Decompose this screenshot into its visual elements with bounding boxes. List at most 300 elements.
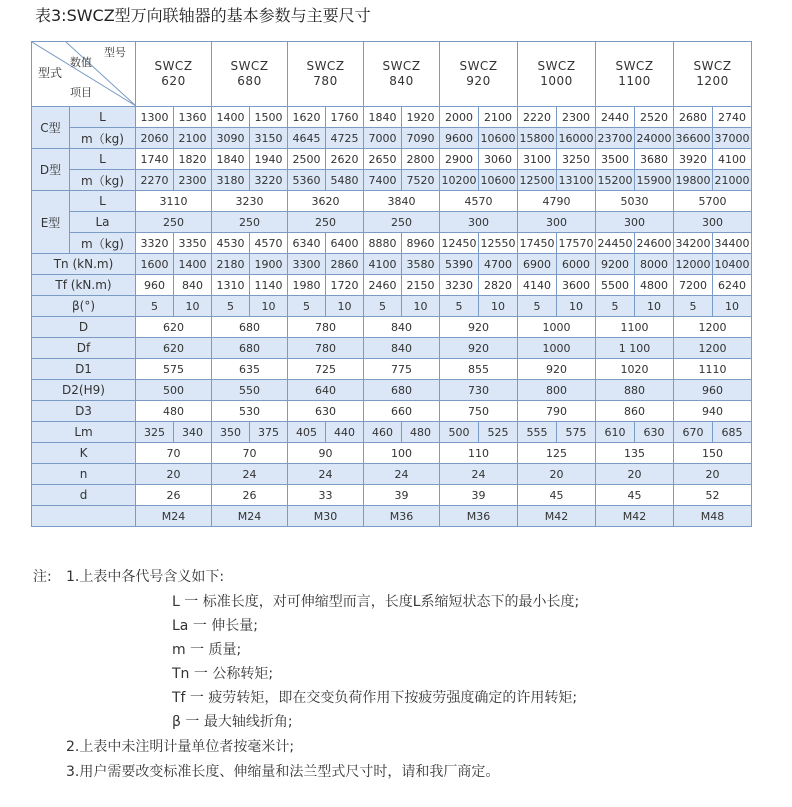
table-cell: 640 (288, 380, 364, 401)
row-label (32, 506, 136, 527)
table-cell: 1820 (174, 149, 212, 170)
corner-value-label: 数值 (70, 56, 92, 69)
table-cell: 10600 (479, 170, 518, 191)
table-cell: 52 (674, 485, 752, 506)
table-cell: 440 (326, 422, 364, 443)
note-1: 1.上表中各代号含义如下: (66, 569, 225, 585)
model-size: 1200 (696, 74, 729, 88)
table-cell: 125 (518, 443, 596, 464)
row-label: β(°) (32, 296, 136, 317)
table-cell: 4100 (713, 149, 752, 170)
table-cell: 1920 (402, 107, 440, 128)
table-cell: 3600 (557, 275, 596, 296)
table-cell: 8960 (402, 233, 440, 254)
table-cell: 500 (136, 380, 212, 401)
table-row (32, 443, 752, 464)
table-cell: 2000 (440, 107, 479, 128)
table-cell: 630 (288, 401, 364, 422)
table-cell: 6000 (557, 254, 596, 275)
table-cell: 4570 (250, 233, 288, 254)
table-cell: 2440 (596, 107, 635, 128)
def-La: La 一 伸长量; (172, 618, 258, 634)
table-cell: 5360 (288, 170, 326, 191)
corner-item-label: 项目 (70, 86, 92, 99)
model-size: 840 (389, 74, 414, 88)
table-row (32, 359, 752, 380)
table-row (32, 107, 752, 128)
table-cell: 1940 (250, 149, 288, 170)
table-cell: 1400 (212, 107, 250, 128)
table-cell: 5 (136, 296, 174, 317)
table-cell: 405 (288, 422, 326, 443)
table-cell: 10200 (440, 170, 479, 191)
model-header (288, 42, 364, 107)
table-cell: 790 (518, 401, 596, 422)
model-size: 1000 (540, 74, 573, 88)
table-cell: 780 (288, 317, 364, 338)
table-cell: 2270 (136, 170, 174, 191)
table-cell: 1360 (174, 107, 212, 128)
table-cell: 4530 (212, 233, 250, 254)
table-cell: 1 100 (596, 338, 674, 359)
table-cell: 3090 (212, 128, 250, 149)
table-cell: 780 (288, 338, 364, 359)
table-cell: 680 (364, 380, 440, 401)
table-cell: 375 (250, 422, 288, 443)
table-cell: 10 (713, 296, 752, 317)
table-cell: 670 (674, 422, 713, 443)
table-cell: M24 (136, 506, 212, 527)
table-cell: 5 (364, 296, 402, 317)
table-cell: 4725 (326, 128, 364, 149)
table-cell: M48 (674, 506, 752, 527)
table-cell: 1200 (674, 338, 752, 359)
table-cell: 620 (136, 317, 212, 338)
table-cell: 20 (674, 464, 752, 485)
table-row (32, 317, 752, 338)
table-cell: 3580 (402, 254, 440, 275)
table-cell: 1400 (174, 254, 212, 275)
table-cell: 3150 (250, 128, 288, 149)
table-cell: 13100 (557, 170, 596, 191)
table-cell: 680 (212, 338, 288, 359)
table-cell: 300 (596, 212, 674, 233)
table-cell: 24450 (596, 233, 635, 254)
table-cell: 37000 (713, 128, 752, 149)
model-header (596, 42, 674, 107)
table-cell: 7200 (674, 275, 713, 296)
table-cell: 840 (174, 275, 212, 296)
row-group-label: E型 (32, 191, 70, 254)
table-cell: 1840 (212, 149, 250, 170)
model-name: SWCZ (382, 59, 421, 73)
def-beta: β 一 最大轴线折角; (172, 714, 293, 730)
table-cell: 340 (174, 422, 212, 443)
table-cell: 5 (288, 296, 326, 317)
table-cell: 1840 (364, 107, 402, 128)
table-cell: 15200 (596, 170, 635, 191)
table-cell: 3920 (674, 149, 713, 170)
table-cell: 300 (674, 212, 752, 233)
table-cell: 100 (364, 443, 440, 464)
table-cell: 2180 (212, 254, 250, 275)
table-cell: 3840 (364, 191, 440, 212)
page-title: 表3:SWCZ型万向联轴器的基本参数与主要尺寸 (35, 6, 371, 25)
table-cell: 5 (518, 296, 557, 317)
table-cell: 2820 (479, 275, 518, 296)
table-cell: 2100 (479, 107, 518, 128)
table-cell: 10600 (479, 128, 518, 149)
table-cell: 1000 (518, 338, 596, 359)
table-cell: M42 (596, 506, 674, 527)
table-cell: 960 (136, 275, 174, 296)
table-row (32, 128, 752, 149)
table-cell: M30 (288, 506, 364, 527)
model-header (518, 42, 596, 107)
model-header (212, 42, 288, 107)
table-cell: 1900 (250, 254, 288, 275)
table-row (32, 401, 752, 422)
table-cell: 250 (136, 212, 212, 233)
corner-type-label: 型式 (38, 66, 63, 80)
table-cell: 5 (440, 296, 479, 317)
table-cell: M42 (518, 506, 596, 527)
table-cell: 10 (402, 296, 440, 317)
spec-table (31, 41, 752, 527)
table-cell: 555 (518, 422, 557, 443)
table-cell: 24 (364, 464, 440, 485)
table-row (32, 149, 752, 170)
table-cell: 3300 (288, 254, 326, 275)
table-cell: 7520 (402, 170, 440, 191)
table-cell: 1740 (136, 149, 174, 170)
table-cell: 10 (326, 296, 364, 317)
table-cell: 7400 (364, 170, 402, 191)
table-cell: 550 (212, 380, 288, 401)
table-cell: 23700 (596, 128, 635, 149)
table-cell: 17450 (518, 233, 557, 254)
table-cell: 21000 (713, 170, 752, 191)
row-label: K (32, 443, 136, 464)
table-cell: 1600 (136, 254, 174, 275)
table-cell: 6240 (713, 275, 752, 296)
model-size: 1100 (618, 74, 651, 88)
table-cell: 1200 (674, 317, 752, 338)
table-cell: 300 (518, 212, 596, 233)
table-cell: 3110 (136, 191, 212, 212)
table-cell: 6340 (288, 233, 326, 254)
model-size: 620 (161, 74, 186, 88)
model-name: SWCZ (306, 59, 345, 73)
table-cell: 26 (136, 485, 212, 506)
table-cell: 940 (674, 401, 752, 422)
table-cell: 24 (440, 464, 518, 485)
table-cell: 10 (635, 296, 674, 317)
table-cell: 5 (212, 296, 250, 317)
table-cell: 70 (212, 443, 288, 464)
table-cell: 15900 (635, 170, 674, 191)
note-3: 3.用户需要改变标准长度、伸缩量和法兰型式尺寸时，请和我厂商定。 (66, 764, 500, 780)
table-cell: 855 (440, 359, 518, 380)
table-row (32, 422, 752, 443)
table-cell: 16000 (557, 128, 596, 149)
table-cell: 20 (518, 464, 596, 485)
notes-prefix: 注: (33, 569, 52, 585)
row-label: Tn (kN.m) (32, 254, 136, 275)
table-cell: 500 (440, 422, 479, 443)
model-header (364, 42, 440, 107)
table-cell: 460 (364, 422, 402, 443)
table-cell: 2060 (136, 128, 174, 149)
table-cell: 250 (288, 212, 364, 233)
table-cell: 860 (596, 401, 674, 422)
table-cell: 33 (288, 485, 364, 506)
table-cell: 10 (250, 296, 288, 317)
table-cell: 2860 (326, 254, 364, 275)
table-cell: 575 (136, 359, 212, 380)
table-cell: 880 (596, 380, 674, 401)
table-cell: 660 (364, 401, 440, 422)
table-cell: M36 (364, 506, 440, 527)
table-cell: 920 (518, 359, 596, 380)
table-cell: 4700 (479, 254, 518, 275)
def-Tf: Tf 一 疲劳转矩，即在交变负荷作用下按疲劳强度确定的许用转矩; (172, 690, 578, 706)
table-row (32, 254, 752, 275)
table-cell: M36 (440, 506, 518, 527)
table-cell: 3250 (557, 149, 596, 170)
table-cell: 1620 (288, 107, 326, 128)
table-cell: 1140 (250, 275, 288, 296)
table-row (32, 275, 752, 296)
table-row (32, 506, 752, 527)
table-cell: 750 (440, 401, 518, 422)
table-cell: 680 (212, 317, 288, 338)
table-cell: 7090 (402, 128, 440, 149)
row-label: n (32, 464, 136, 485)
model-header (136, 42, 212, 107)
table-cell: 24 (212, 464, 288, 485)
row-label: D2(H9) (32, 380, 136, 401)
table-cell: 2740 (713, 107, 752, 128)
table-cell: 20 (136, 464, 212, 485)
table-cell: 960 (674, 380, 752, 401)
table-row (32, 170, 752, 191)
table-row (32, 296, 752, 317)
table-row (32, 191, 752, 212)
table-cell: 620 (136, 338, 212, 359)
table-cell: 20 (596, 464, 674, 485)
table-cell: 5 (674, 296, 713, 317)
table-cell: 2520 (635, 107, 674, 128)
table-cell: 7000 (364, 128, 402, 149)
row-label: D1 (32, 359, 136, 380)
table-cell: 45 (518, 485, 596, 506)
row-label: La (70, 212, 136, 233)
table-cell: 5700 (674, 191, 752, 212)
def-m: m 一 质量; (172, 642, 242, 658)
model-header (440, 42, 518, 107)
table-cell: 90 (288, 443, 364, 464)
table-cell: 1310 (212, 275, 250, 296)
table-cell: 2620 (326, 149, 364, 170)
table-cell: 17570 (557, 233, 596, 254)
table-cell: 3680 (635, 149, 674, 170)
table-cell: 1020 (596, 359, 674, 380)
model-name: SWCZ (459, 59, 498, 73)
row-label: m（kg) (70, 233, 136, 254)
table-cell: 34400 (713, 233, 752, 254)
row-label: Df (32, 338, 136, 359)
table-cell: 8000 (635, 254, 674, 275)
table-cell: 4140 (518, 275, 557, 296)
def-Tn: Tn 一 公称转矩; (172, 666, 274, 682)
table-cell: 2680 (674, 107, 713, 128)
table-cell: 2300 (557, 107, 596, 128)
table-cell: 2650 (364, 149, 402, 170)
corner-model-label: 型号 (104, 46, 126, 59)
table-cell: 5390 (440, 254, 479, 275)
table-cell: 4800 (635, 275, 674, 296)
table-cell: 10 (557, 296, 596, 317)
row-label: L (70, 149, 136, 170)
table-cell: 685 (713, 422, 752, 443)
table-cell: 26 (212, 485, 288, 506)
table-cell: 2220 (518, 107, 557, 128)
table-cell: 1110 (674, 359, 752, 380)
model-header (674, 42, 752, 107)
table-cell: 2800 (402, 149, 440, 170)
table-cell: 1500 (250, 107, 288, 128)
table-cell: 12450 (440, 233, 479, 254)
table-row (32, 380, 752, 401)
row-label: m（kg) (70, 128, 136, 149)
table-cell: 12500 (518, 170, 557, 191)
row-label: D (32, 317, 136, 338)
table-cell: 610 (596, 422, 635, 443)
model-name: SWCZ (537, 59, 576, 73)
table-cell: 2500 (288, 149, 326, 170)
table-cell: 1760 (326, 107, 364, 128)
def-L: L 一 标准长度，对可伸缩型而言，长度L系缩短状态下的最小长度; (172, 594, 580, 610)
table-cell: 1300 (136, 107, 174, 128)
table-cell: 10400 (713, 254, 752, 275)
table-cell: 840 (364, 338, 440, 359)
table-row (32, 338, 752, 359)
row-label: m（kg) (70, 170, 136, 191)
table-cell: 3060 (479, 149, 518, 170)
table-cell: 840 (364, 317, 440, 338)
table-cell: 2150 (402, 275, 440, 296)
table-cell: 250 (364, 212, 440, 233)
table-cell: 10 (174, 296, 212, 317)
row-label: L (70, 191, 136, 212)
table-cell: 2300 (174, 170, 212, 191)
table-cell: 9200 (596, 254, 635, 275)
table-cell: 19800 (674, 170, 713, 191)
table-cell: 12550 (479, 233, 518, 254)
table-cell: 4790 (518, 191, 596, 212)
table-cell: 800 (518, 380, 596, 401)
table-cell: 1000 (518, 317, 596, 338)
table-cell: 1100 (596, 317, 674, 338)
table-cell: 3230 (212, 191, 288, 212)
table-cell: 630 (635, 422, 674, 443)
table-cell: 9600 (440, 128, 479, 149)
table-cell: 1980 (288, 275, 326, 296)
model-size: 920 (466, 74, 491, 88)
table-cell: 530 (212, 401, 288, 422)
table-row (32, 212, 752, 233)
table-cell: 725 (288, 359, 364, 380)
table-cell: 635 (212, 359, 288, 380)
note-2: 2.上表中未注明计量单位者按毫米计; (66, 739, 295, 755)
table-cell: M24 (212, 506, 288, 527)
row-label: Tf (kN.m) (32, 275, 136, 296)
row-label: L (70, 107, 136, 128)
table-cell: 39 (440, 485, 518, 506)
table-cell: 3180 (212, 170, 250, 191)
table-cell: 150 (674, 443, 752, 464)
model-name: SWCZ (615, 59, 654, 73)
row-group-label: C型 (32, 107, 70, 149)
table-cell: 15800 (518, 128, 557, 149)
header-corner (32, 42, 136, 107)
table-cell: 34200 (674, 233, 713, 254)
table-cell: 3350 (174, 233, 212, 254)
table-cell: 4645 (288, 128, 326, 149)
table-cell: 3620 (288, 191, 364, 212)
table-row (32, 233, 752, 254)
table-cell: 4570 (440, 191, 518, 212)
table-cell: 6400 (326, 233, 364, 254)
table-cell: 10 (479, 296, 518, 317)
table-cell: 480 (136, 401, 212, 422)
table-cell: 6900 (518, 254, 557, 275)
table-row (32, 485, 752, 506)
row-label: Lm (32, 422, 136, 443)
table-cell: 730 (440, 380, 518, 401)
table-cell: 250 (212, 212, 288, 233)
table-cell: 5 (596, 296, 635, 317)
table-cell: 24 (288, 464, 364, 485)
table-cell: 5480 (326, 170, 364, 191)
table-cell: 5030 (596, 191, 674, 212)
table-cell: 12000 (674, 254, 713, 275)
model-name: SWCZ (230, 59, 269, 73)
table-cell: 525 (479, 422, 518, 443)
table-cell: 4100 (364, 254, 402, 275)
table-row (32, 464, 752, 485)
table-cell: 3220 (250, 170, 288, 191)
table-cell: 3320 (136, 233, 174, 254)
table-cell: 24600 (635, 233, 674, 254)
table-cell: 920 (440, 338, 518, 359)
table-cell: 300 (440, 212, 518, 233)
table-cell: 110 (440, 443, 518, 464)
table-cell: 8880 (364, 233, 402, 254)
table-cell: 2460 (364, 275, 402, 296)
table-cell: 2100 (174, 128, 212, 149)
table-cell: 39 (364, 485, 440, 506)
table-cell: 70 (136, 443, 212, 464)
table-cell: 135 (596, 443, 674, 464)
table-cell: 325 (136, 422, 174, 443)
model-size: 780 (313, 74, 338, 88)
model-size: 680 (237, 74, 262, 88)
row-group-label: D型 (32, 149, 70, 191)
table-cell: 775 (364, 359, 440, 380)
model-name: SWCZ (154, 59, 193, 73)
